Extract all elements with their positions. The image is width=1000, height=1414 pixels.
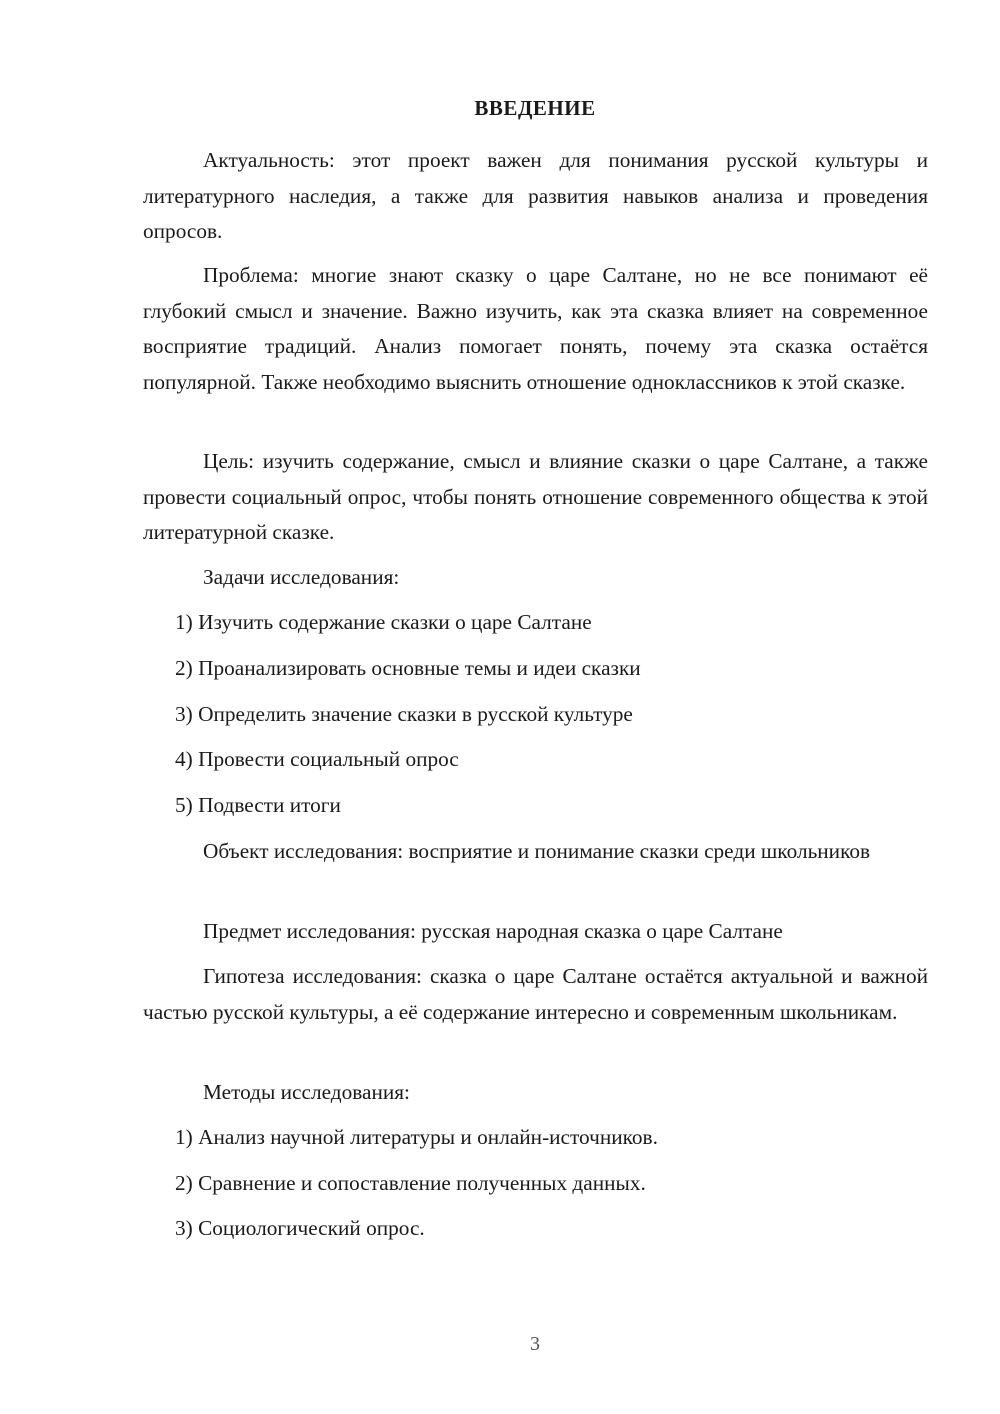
method-item: 3) Социологический опрос.	[175, 1216, 425, 1240]
task-item: 3) Определить значение сказки в русской культуре	[175, 702, 633, 726]
goal-paragraph	[143, 444, 928, 551]
problem-text: Проблема: многие знают сказку о царе Салтане, но не все понимают её глубокий смысл и значение. Важно изучить, как эта сказка влияет на современное восприятие традиций. Анализ помогает понять, почему эта сказка остаётся популярной. Также необходимо выяснить отношение одноклассников к этой сказке.	[143, 263, 928, 394]
object-paragraph	[143, 834, 928, 870]
subject-text: Предмет исследования: русская народная сказка о царе Салтане	[203, 919, 783, 943]
relevance-text: Актуальность: этот проект важен для понимания русской культуры и литературного наследия, а также для развития навыков анализа и проведения опросов.	[143, 148, 928, 243]
hypothesis-text: Гипотеза исследования: сказка о царе Салтане остаётся актуальной и важной частью русской культуры, а её содержание интересно и современным школьникам.	[143, 964, 928, 1024]
relevance-paragraph	[143, 143, 928, 250]
goal-text: Цель: изучить содержание, смысл и влияние сказки о царе Салтане, а также провести социальный опрос, чтобы понять отношение современного общества к этой литературной сказке.	[143, 449, 928, 544]
method-item: 1) Анализ научной литературы и онлайн-источников.	[175, 1125, 658, 1149]
task-item: 4) Провести социальный опрос	[175, 747, 459, 771]
task-item: 1) Изучить содержание сказки о царе Салтане	[175, 610, 592, 634]
problem-paragraph	[143, 258, 928, 400]
section-title: ВВЕДЕНИЕ	[474, 96, 596, 120]
method-item: 2) Сравнение и сопоставление полученных данных.	[175, 1171, 646, 1195]
tasks-heading: Задачи исследования:	[203, 565, 400, 589]
object-text: Объект исследования: восприятие и понимание сказки среди школьников	[203, 839, 871, 863]
methods-heading: Методы исследования:	[203, 1080, 410, 1104]
task-item: 2) Проанализировать основные темы и идеи сказки	[175, 656, 641, 680]
page-number: 3	[530, 1333, 540, 1355]
task-item: 5) Подвести итоги	[175, 793, 341, 817]
hypothesis-paragraph	[143, 959, 928, 1030]
